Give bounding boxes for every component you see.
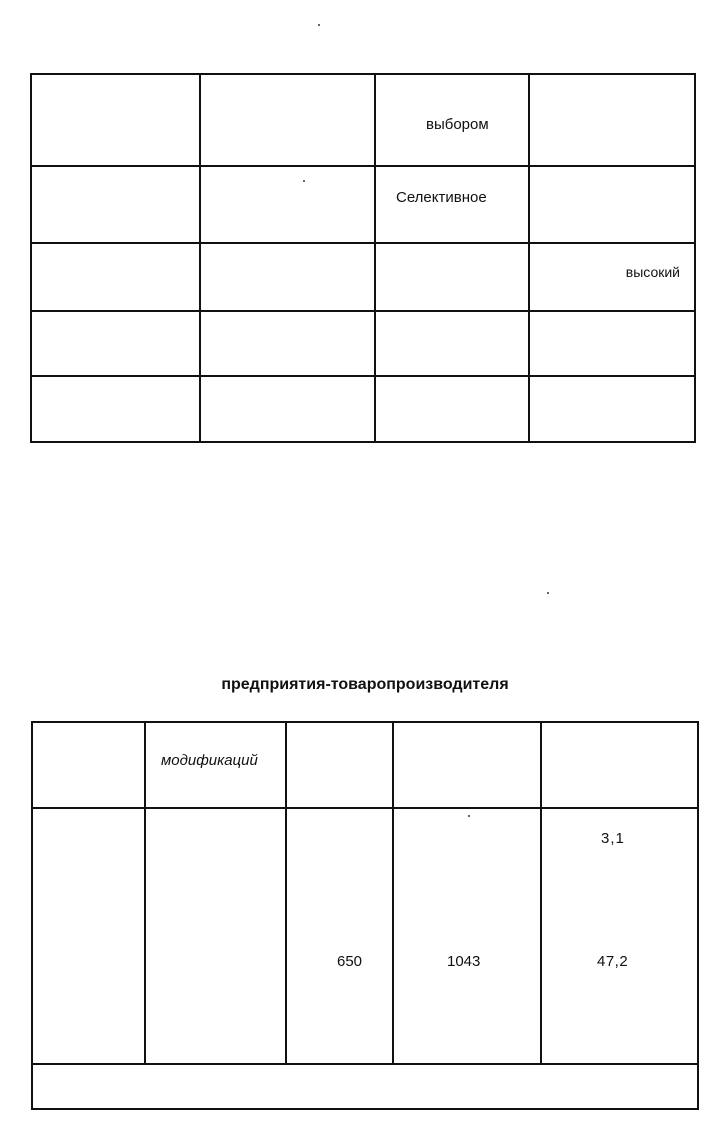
table-row: [31, 74, 695, 166]
table-cell: [200, 243, 375, 311]
table-cell: [286, 722, 393, 808]
table-cell: [541, 808, 698, 1064]
table-cell: [145, 722, 286, 808]
table-cell: [31, 376, 200, 442]
table-cell: [200, 376, 375, 442]
table-cell: [200, 311, 375, 376]
cell-text-selective: Селективное: [396, 189, 487, 206]
table-cell: [31, 74, 200, 166]
table-cell: [31, 311, 200, 376]
table-cell: [375, 243, 529, 311]
table-row: [32, 808, 698, 1064]
table-row: [31, 243, 695, 311]
table-header-row: [32, 722, 698, 808]
cell-text-selection: выбором: [426, 116, 489, 133]
scan-speck: [468, 815, 470, 817]
table-footer-row: [32, 1064, 698, 1109]
table-cell: [529, 243, 695, 311]
value-3-1: 3,1: [601, 830, 625, 847]
table-cell: [529, 376, 695, 442]
table-cell: [393, 722, 541, 808]
table-cell: [31, 166, 200, 243]
value-1043: 1043: [447, 953, 481, 970]
table-cell: [375, 376, 529, 442]
upper-table: [30, 73, 696, 443]
table-cell: [529, 166, 695, 243]
table-cell: [375, 74, 529, 166]
table-cell: [32, 808, 145, 1064]
table-cell: [529, 74, 695, 166]
table-cell: [200, 74, 375, 166]
table-cell: [200, 166, 375, 243]
table-row: [31, 376, 695, 442]
table-cell: [375, 166, 529, 243]
table-cell: [32, 1064, 698, 1109]
table-row: [31, 311, 695, 376]
table-row: [31, 166, 695, 243]
value-47-2: 47,2: [597, 953, 629, 970]
table-caption: предприятия-товаропроизводителя: [221, 676, 509, 693]
value-650: 650: [337, 953, 363, 970]
table-cell: [541, 722, 698, 808]
table-cell: [286, 808, 393, 1064]
scan-speck: [318, 24, 320, 26]
lower-table: [31, 721, 699, 1110]
header-modifications: модификаций: [161, 752, 258, 769]
table-cell: [375, 311, 529, 376]
table-cell: [393, 808, 541, 1064]
table-cell: [32, 722, 145, 808]
table-cell: [145, 808, 286, 1064]
scan-speck: [547, 592, 549, 594]
table-cell: [529, 311, 695, 376]
cell-text-high: высокий: [625, 264, 680, 280]
table-cell: [31, 243, 200, 311]
